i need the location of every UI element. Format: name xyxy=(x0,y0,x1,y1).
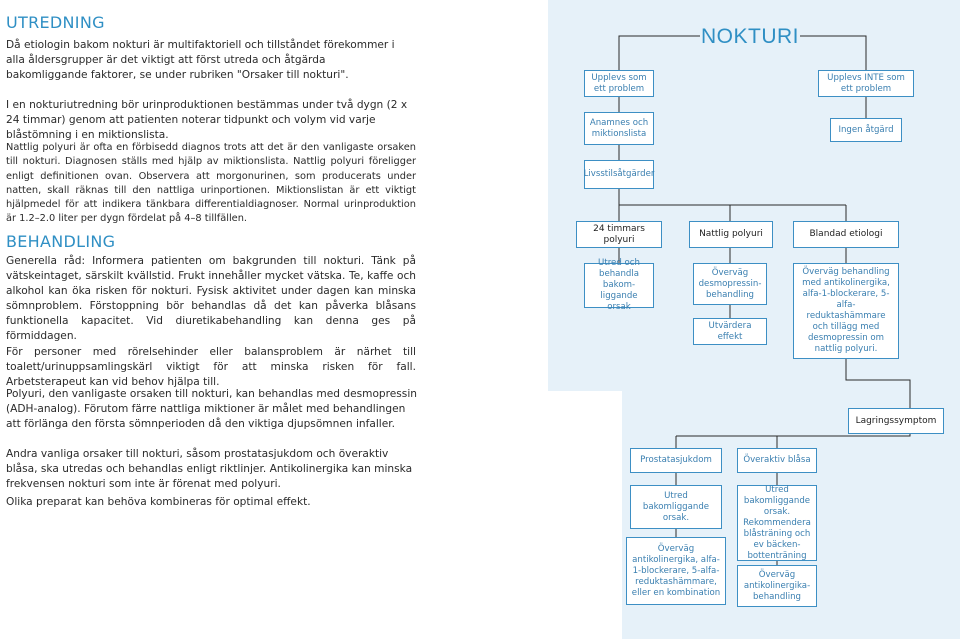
flowchart-title: NOKTURI xyxy=(701,24,799,48)
box-anamnes: Anamnes och miktionslista xyxy=(584,112,654,145)
box-prostata-utred: Utred bakomliggande orsak. xyxy=(630,485,722,529)
box-utred-orsak: Utred och behandla bakomliggande orsak xyxy=(584,263,654,308)
box-prostata-overvag: Överväg antikolinergika, alfa-1-blockerare, 5-alfa-reduktashämmare, eller en kombination xyxy=(626,537,726,605)
box-upplevs-inte: Upplevs INTE som ett problem xyxy=(818,70,914,97)
box-ingen-atgard: Ingen åtgärd xyxy=(830,118,902,142)
behandling-paragraph-3: Polyuri, den vanligaste orsaken till nokturi, kan behandlas med desmopressin (ADH-analog). Förutom färre nattliga miktioner är målet med behandlingen att förlänga den första sömnperioden då den viktiga djupsömnen infaller. xyxy=(6,388,417,430)
box-livsstil: Livsstilsåtgärder xyxy=(584,160,654,189)
box-blandad-etiologi: Blandad etiologi xyxy=(793,221,899,248)
box-nattlig-polyuri: Nattlig polyuri xyxy=(689,221,773,248)
utredning-paragraph-2: I en nokturiutredning bör urinproduktionen bestämmas under två dygn (2 x 24 timmar) genom att patienten noterar tidpunkt och volym vid varje blåstömning i en miktionslista. xyxy=(6,99,408,141)
behandling-heading: BEHANDLING xyxy=(6,232,116,251)
behandling-paragraph-1: Generella råd: Informera patienten om bakgrunden till nokturi. Tänk på vätskeintaget, särskilt kvällstid. Frukt innehåller mycket vätska. Te, kaffe och alkohol kan öka risken för nokturi. Fysisk aktivitet under dagen kan minska sömnproblem. Förstoppning bör behandlas då det kan påverka blåsans funktionella kapacitet. Vid diuretikabehandling kan denna ges på förmiddagen. xyxy=(6,255,416,342)
utredning-heading: UTREDNING xyxy=(6,13,105,32)
box-24h-polyuri: 24 timmars polyuri xyxy=(576,221,662,248)
utredning-paragraph-3: Nattlig polyuri är ofta en förbisedd diagnos trots att det är den vanligaste orsaken till nokturi. Diagnosen ställs med hjälp av miktionslista. Nattlig polyuri föreligger enligt definitionen ovan. Observera att morgonurinen, som producerats under natten, skall räknas till den nattliga urinportionen. Miktionslistan är ett viktigt hjälpmedel för att indikera tänkbara differentialdiagnoser. Normal urinproduktion är 1.2–2.0 liter per dygn fördelat på 4–8 tillfällen. xyxy=(6,142,416,225)
box-lagringssymptom: Lagringssymptom xyxy=(848,408,944,434)
box-overvag-desmopressin: Överväg desmopressinbehandling xyxy=(693,263,767,305)
behandling-paragraph-4: Andra vanliga orsaker till nokturi, såsom prostatasjukdom och överaktiv blåsa, ska utredas och behandlas enligt riktlinjer. Antikolinergika kan minska frekvensen nokturi som inte är förenat med polyuri. xyxy=(6,448,413,490)
behandling-paragraph-5: Olika preparat kan behöva kombineras för optimal effekt. xyxy=(6,496,311,508)
box-utvardera-effekt: Utvärdera effekt xyxy=(693,318,767,345)
utredning-paragraph-1: Då etiologin bakom nokturi är multifaktoriell och tillståndet förekommer i alla åldersgrupper är det viktigt att först utreda och åtgärda bakomliggande faktorer, se under rubriken "Orsaker till nokturi". xyxy=(6,39,395,81)
box-blasa-utred: Utred bakomliggande orsak. Rekommendera blåsträning och ev bäckenbottenträning xyxy=(737,485,817,561)
box-blasa-overvag: Överväg antikolinergikabehandling xyxy=(737,565,817,607)
box-upplevs-problem: Upplevs som ett problem xyxy=(584,70,654,97)
box-prostatasjukdom: Prostatasjukdom xyxy=(630,448,722,473)
box-blandad-behandling: Överväg behandling med antikolinergika, alfa-1-blockerare, 5-alfa-reduktashämmare och tillägg med desmopressin om nattlig polyuri. xyxy=(793,263,899,359)
behandling-paragraph-2: För personer med rörelsehinder eller balansproblem är närhet till toalett/urinuppsamlingskärl viktigt för att minska risken för fall. Arbetsterapeut kan vid behov hjälpa till. xyxy=(6,346,416,388)
box-overaktiv-blasa: Överaktiv blåsa xyxy=(737,448,817,473)
